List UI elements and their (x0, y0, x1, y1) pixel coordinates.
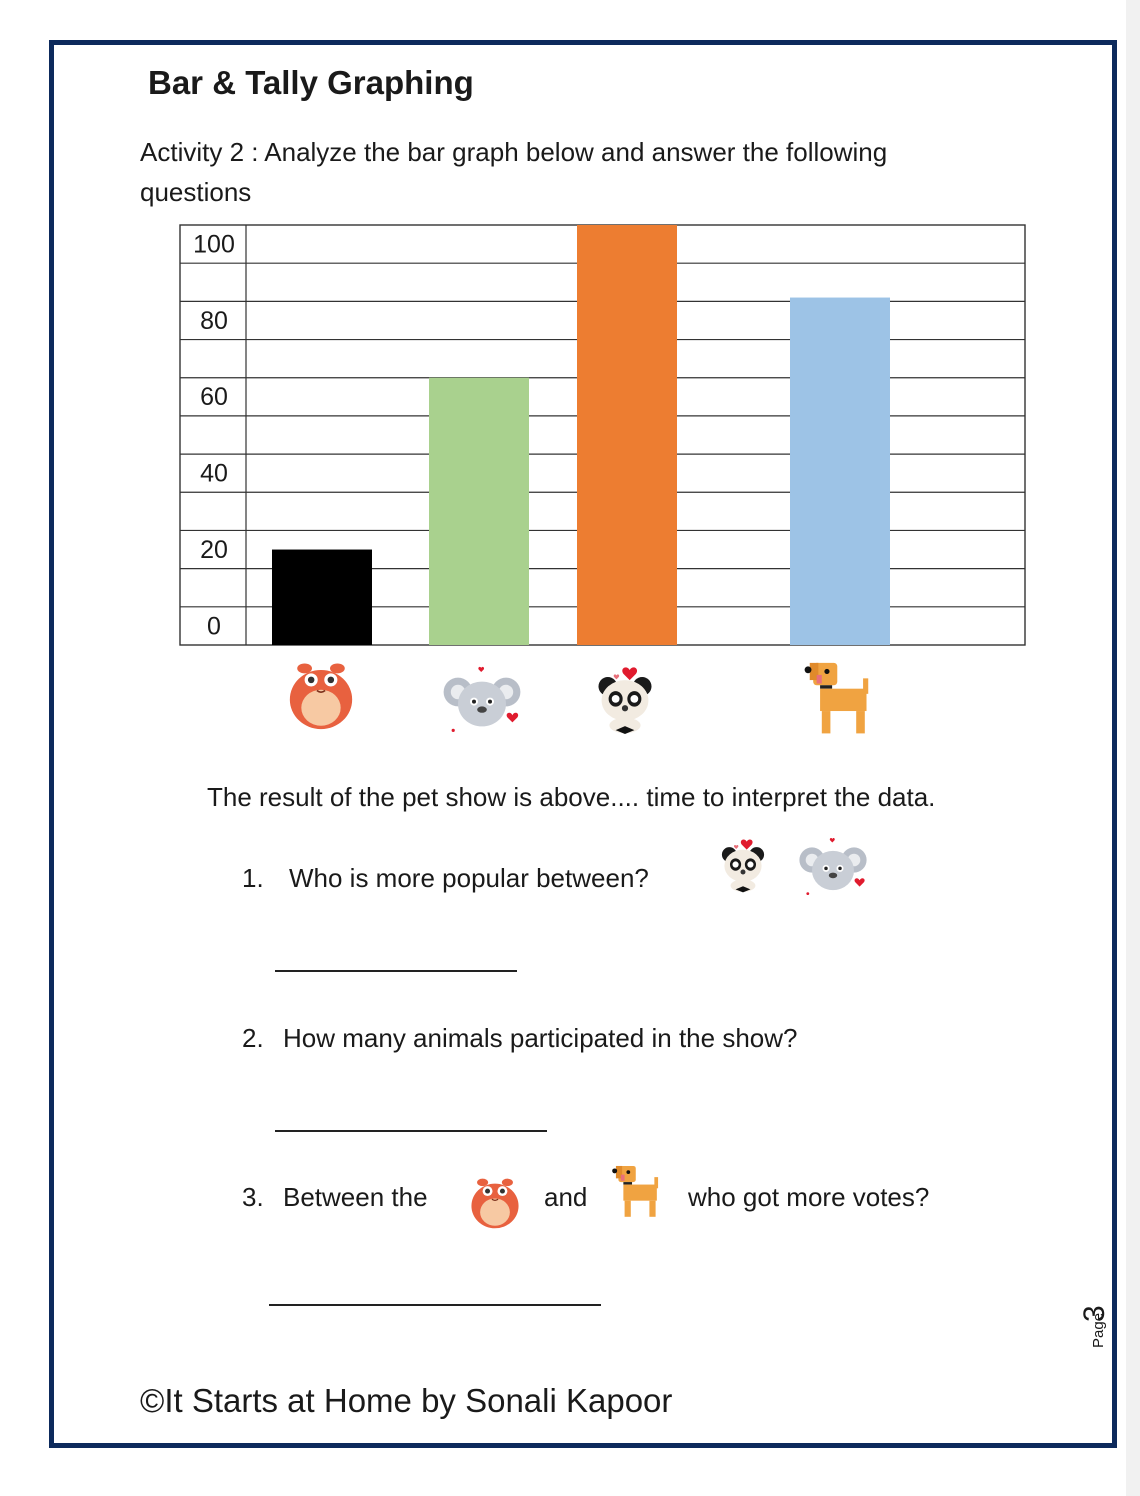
question-3-number: 3. (242, 1182, 264, 1212)
bar-hamster (272, 550, 372, 645)
bar-koala (429, 378, 529, 645)
page-number: 3 (1078, 1305, 1111, 1322)
y-tick-label: 20 (200, 535, 228, 564)
bar-dog (790, 298, 890, 645)
page-label: Page (1090, 1312, 1107, 1348)
dog-icon (606, 1160, 668, 1224)
koala-icon (790, 832, 876, 902)
question-3-text-before: Between the (283, 1182, 428, 1212)
hamster-icon (279, 652, 363, 734)
question-1-number: 1. (242, 863, 264, 893)
panda-icon (712, 826, 774, 908)
question-2-number: 2. (242, 1023, 264, 1053)
y-tick-label: 100 (193, 230, 235, 259)
worksheet-title: Bar & Tally Graphing (148, 64, 474, 101)
bar-chart (179, 223, 1027, 647)
bar-panda (577, 225, 677, 645)
y-tick-label: 0 (207, 612, 221, 641)
koala-icon (436, 660, 528, 740)
copyright-footer: ©It Starts at Home by Sonali Kapoor (140, 1382, 673, 1419)
y-tick-label: 80 (200, 306, 228, 335)
dog-icon (796, 654, 882, 744)
interpretation-caption: The result of the pet show is above.... time to interpret the data. (207, 782, 936, 812)
y-tick-label: 60 (200, 383, 228, 412)
question-3-text-and: and (544, 1182, 588, 1212)
panda-icon (586, 652, 664, 752)
question-2-text: How many animals participated in the show? (283, 1023, 798, 1053)
question-3-text-after: who got more votes? (688, 1182, 930, 1212)
question-1-text: Who is more popular between? (289, 863, 649, 893)
hamster-icon (462, 1170, 528, 1232)
answer-line-1[interactable] (275, 970, 517, 972)
answer-line-3[interactable] (269, 1304, 601, 1306)
answer-line-2[interactable] (275, 1130, 547, 1132)
y-tick-label: 40 (200, 459, 228, 488)
activity-instructions: Activity 2 : Analyze the bar graph below and answer the following questions (140, 137, 888, 207)
